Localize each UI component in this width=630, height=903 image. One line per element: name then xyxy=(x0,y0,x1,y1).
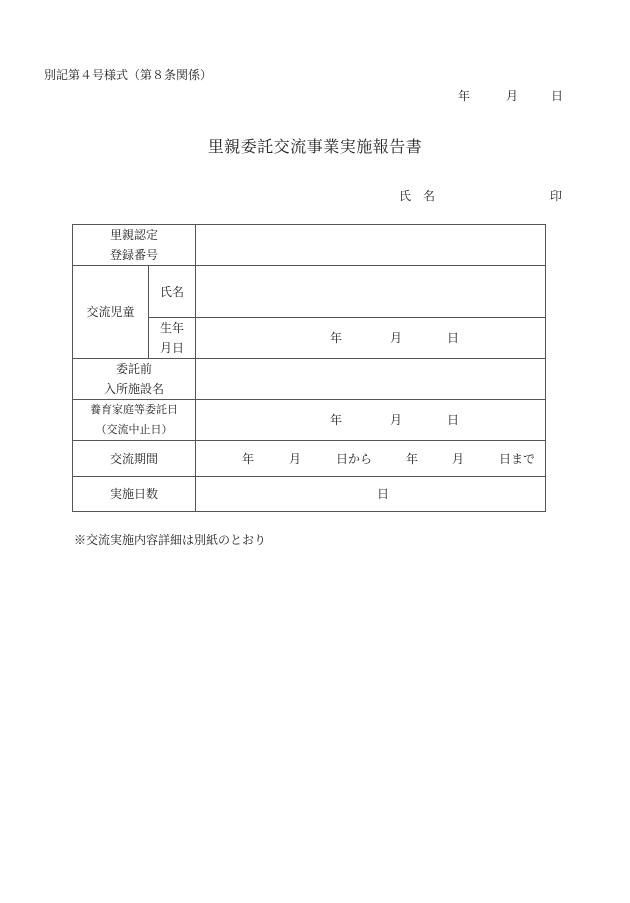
from-day-unit: 日から xyxy=(336,451,373,466)
registration-number-field[interactable] xyxy=(196,225,546,266)
previous-facility-field[interactable] xyxy=(196,359,546,400)
seal-mark: 印 xyxy=(550,189,563,203)
row-foster-date xyxy=(73,400,546,441)
days-unit: 日 xyxy=(377,487,390,501)
previous-facility-label xyxy=(73,359,196,400)
birthdate-label xyxy=(149,318,196,359)
implementation-days-field[interactable] xyxy=(196,477,546,512)
foster-day-unit: 日 xyxy=(447,413,460,427)
foster-date-label xyxy=(73,400,196,441)
child-name-label: 氏名 xyxy=(149,266,196,318)
foster-month-unit: 月 xyxy=(390,413,403,427)
label-line: 月日 xyxy=(160,341,185,355)
to-month-unit: 月 xyxy=(452,451,465,466)
row-implementation-days xyxy=(73,477,546,512)
label-line: 里親認定 xyxy=(110,228,159,242)
row-exchange-period xyxy=(73,441,546,477)
row-previous-facility xyxy=(73,359,546,400)
exchange-period-label: 交流期間 xyxy=(73,441,196,477)
label-line: （交流中止日） xyxy=(95,423,173,436)
label-line: 入所施設名 xyxy=(104,382,165,396)
foster-date-field[interactable] xyxy=(196,400,546,441)
attachment-note: ※交流実施内容詳細は別紙のとおり xyxy=(74,533,267,547)
implementation-days-label: 実施日数 xyxy=(73,477,196,512)
birth-month-unit: 月 xyxy=(390,331,403,345)
birthdate-field[interactable] xyxy=(196,318,546,359)
birth-year-unit: 年 xyxy=(330,331,343,345)
label-line: 生年 xyxy=(160,321,185,335)
registration-number-label xyxy=(73,225,196,266)
document-title: 里親委託交流事業実施報告書 xyxy=(207,137,423,156)
from-year-unit: 年 xyxy=(242,451,255,466)
header-date-year: 年 xyxy=(458,89,471,103)
header-date-day: 日 xyxy=(551,89,564,103)
report-table xyxy=(72,224,546,512)
foster-year-unit: 年 xyxy=(330,413,343,427)
row-registration-number xyxy=(73,225,546,266)
exchange-child-label: 交流児童 xyxy=(73,266,149,359)
to-year-unit: 年 xyxy=(406,451,419,466)
child-name-field[interactable] xyxy=(196,266,546,318)
to-day-unit: 日まで xyxy=(499,451,536,466)
header-date-month: 月 xyxy=(506,89,519,103)
label-line: 登録番号 xyxy=(110,248,159,262)
row-child-name xyxy=(73,266,546,318)
form-number-label: 別記第４号様式（第８条関係） xyxy=(44,68,213,82)
from-month-unit: 月 xyxy=(289,451,302,466)
exchange-period-field[interactable] xyxy=(196,441,546,477)
applicant-name-label: 氏 名 xyxy=(399,189,436,203)
label-line: 養育家庭等委託日 xyxy=(90,403,178,416)
birth-day-unit: 日 xyxy=(447,331,460,345)
label-line: 委託前 xyxy=(116,362,153,376)
